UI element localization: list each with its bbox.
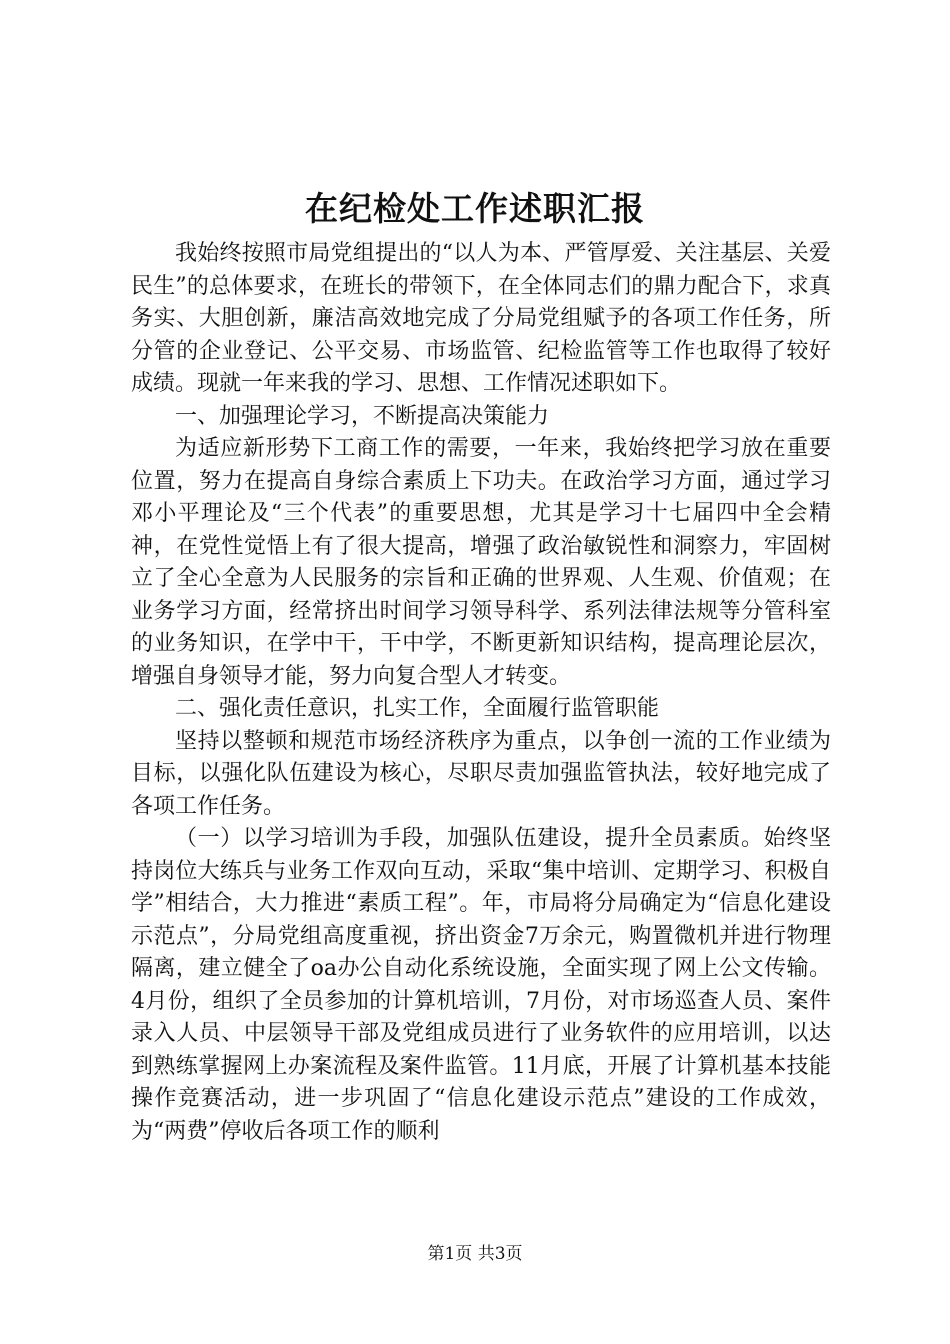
document-body xyxy=(131,238,831,1148)
paragraph-duty: 坚持以整顿和规范市场经济秩序为重点，以争创一流的工作业绩为目标，以强化队伍建设为核心，尽职尽责加强监管执法，较好地完成了各项工作任务。 xyxy=(131,728,831,819)
paragraph-training: （一）以学习培训为手段，加强队伍建设，提升全员素质。始终坚持岗位大练兵与业务工作双向互动，采取“集中培训、定期学习、积极自学”相结合，大力推进“素质工程”。年，市局将分局确定为“信息化建设示范点”，分局党组高度重视，挤出资金7万余元，购置微机并进行物理隔离，建立健全了oa办公自动化系统设施，全面实现了网上公文传输。4月份，组织了全员参加的计算机培训，7月份，对市场巡查人员、案件录入人员、中层领导干部及党组成员进行了业务软件的应用培训，以达到熟练掌握网上办案流程及案件监管。11月底，开展了计算机基本技能操作竞赛活动，进一步巩固了“信息化建设示范点”建设的工作成效，为“两费”停收后各项工作的顺利 xyxy=(131,826,831,1144)
document-title: 在纪检处工作述职汇报 xyxy=(305,189,645,228)
section-heading-2: 二、强化责任意识，扎实工作，全面履行监管职能 xyxy=(175,696,660,721)
paragraph-intro: 我始终按照市局党组提出的“以人为本、严管厚爱、关注基层、关爱民生”的总体要求，在班长的带领下，在全体同志们的鼎力配合下，求真务实、大胆创新，廉洁高效地完成了分局党组赋予的各项工作任务，所分管的企业登记、公平交易、市场监管、纪检监管等工作也取得了较好成绩。现就一年来我的学习、思想、工作情况述职如下。 xyxy=(131,241,831,396)
paragraph-study: 为适应新形势下工商工作的需要，一年来，我始终把学习放在重要位置，努力在提高自身综合素质上下功夫。在政治学习方面，通过学习邓小平理论及“三个代表”的重要思想，尤其是学习十七届四中全会精神，在党性觉悟上有了很大提高，增强了政治敏锐性和洞察力，牢固树立了全心全意为人民服务的宗旨和正确的世界观、人生观、价值观；在业务学习方面，经常挤出时间学习领导科学、系列法律法规等分管科室的业务知识，在学中干，干中学，不断更新知识结构，提高理论层次，增强自身领导才能，努力向复合型人才转变。 xyxy=(131,436,831,689)
page-number-footer: 第1页 共3页 xyxy=(427,1244,523,1264)
section-heading-1: 一、加强理论学习，不断提高决策能力 xyxy=(175,403,550,429)
